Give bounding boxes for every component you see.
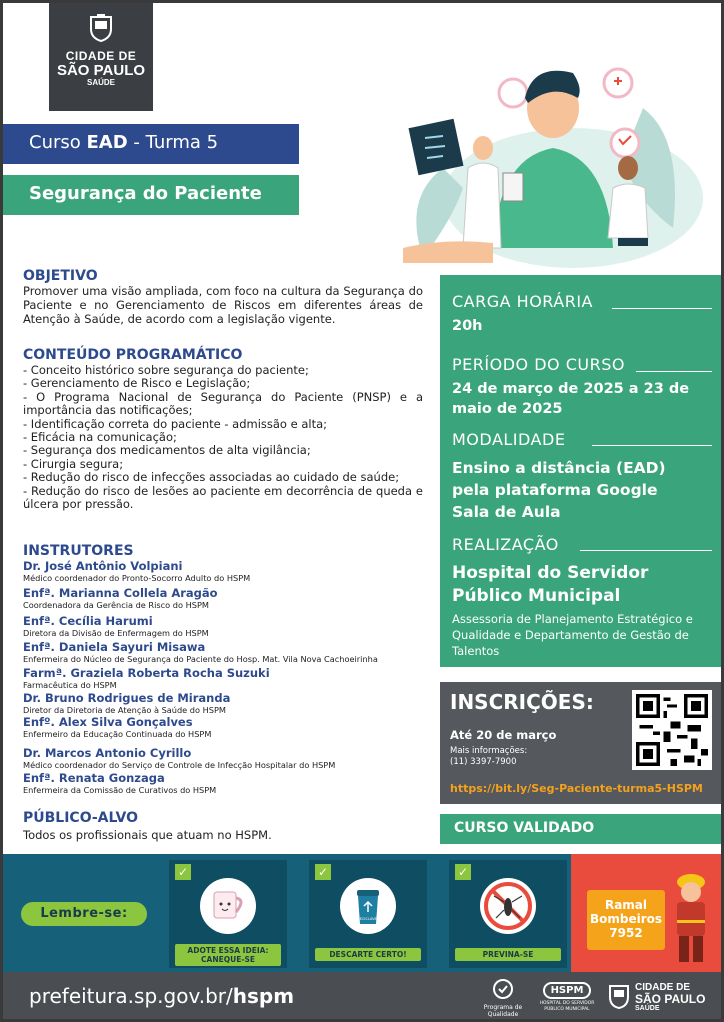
periodo-label: PERÍODO DO CURSO (452, 355, 625, 374)
conteudo-list (23, 364, 423, 511)
list-item: - Cirurgia segura; (23, 456, 124, 471)
mug-tile (169, 860, 287, 968)
logo-line-2: SÃO PAULO (56, 62, 146, 79)
logo-line-3: SAÚDE (86, 78, 115, 87)
publico-heading: PÚBLICO-ALVO (23, 810, 138, 826)
qr-code[interactable] (632, 690, 712, 770)
tile-caption: ADOTE ESSA IDEIA: CANEQUE-SE (175, 944, 281, 966)
instructor (23, 667, 433, 690)
contact-info (450, 746, 527, 768)
poster (3, 3, 721, 1019)
instructor (23, 615, 433, 638)
registration-box (440, 682, 721, 804)
carga-value: 20h (452, 318, 483, 334)
objetivo-text: Promover uma visão ampliada, com foco na cultura da Segurança do Paciente e no Gerenciamento de Riscos em diferentes áreas de Atenção à Saúde, de acordo com a legislação vigente. (23, 284, 423, 326)
instructor-name: Enfª. Renata Gonzaga (23, 771, 165, 785)
website-link[interactable] (29, 984, 294, 1008)
reminder-band (3, 854, 721, 972)
quality-icon (492, 978, 514, 1000)
instructor-role: Diretor da Diretoria de Atenção à Saúde do HSPM (23, 705, 226, 715)
instructor-name: Dr. Bruno Rodrigues de Miranda (23, 691, 231, 705)
instructor-name: Dr. José Antônio Volpiani (23, 559, 183, 573)
bin-tile (309, 860, 427, 968)
list-item: - Eficácia na comunicação; (23, 430, 177, 445)
page-title: Segurança do Paciente (3, 175, 299, 215)
tile-caption: PREVINA-SE (455, 948, 561, 961)
doctor-left (463, 163, 501, 248)
city-line-2: SÃO PAULO (635, 992, 706, 1006)
bin-label: RECICLÁVEL (357, 917, 379, 921)
instructor-name: Enfº. Alex Silva Gonçalves (23, 715, 193, 729)
periodo-value: 24 de março de 2025 a 23 de maio de 2025 (452, 381, 690, 417)
list-item: - Segurança dos medicamentos de alta vigilância; (23, 443, 311, 458)
instructor-role: Enfermeira do Núcleo de Segurança do Paciente do Hosp. Mat. Vila Nova Cachoeirinha (23, 654, 378, 664)
divider (612, 308, 712, 309)
mug-circle (200, 878, 256, 934)
lembre-se-label: Lembre-se: (21, 902, 147, 926)
mosquito-tile (449, 860, 567, 968)
instructor (23, 772, 433, 795)
more-label: Mais informações: (450, 746, 528, 756)
check-icon: ✓ (175, 864, 191, 880)
firefighter-icon (669, 870, 713, 966)
instructor-role: Diretora da Divisão de Enfermagem do HSPM (23, 628, 209, 638)
phone: (11) 3397-7900 (450, 757, 517, 767)
instructor-name: Enfª. Cecília Harumi (23, 614, 153, 628)
city-line-3: SAÚDE (635, 1005, 660, 1012)
doctor-right (608, 184, 648, 238)
sp-saude-logo (49, 3, 153, 111)
instructor-role: Enfermeira da Comissão de Curativos do HSPM (23, 785, 217, 795)
recycle-bin-icon (340, 878, 396, 934)
list-item: - Gerenciamento de Risco e Legislação; (23, 376, 251, 391)
logo-line-1: CIDADE DE (65, 49, 137, 63)
list-item: - O Programa Nacional de Segurança do Paciente (PNSP) e a importância das notificações; (23, 389, 423, 418)
realizacao-sub: Assessoria de Planejamento Estratégico e Qualidade e Departamento de Gestão de Talentos (452, 612, 693, 658)
objetivo-heading: OBJETIVO (23, 268, 98, 284)
ramal-line-3: 7952 (609, 926, 643, 940)
qualidade-text: Programa de Qualidade (483, 1004, 523, 1018)
list-item: - Redução do risco de lesões ao paciente em decorrência de queda e úlcera por pressão. (23, 483, 423, 512)
no-mosquito-icon (480, 878, 536, 934)
tile-caption: DESCARTE CERTO! (315, 948, 421, 961)
footer (3, 972, 721, 1019)
instrutores-heading: INSTRUTORES (23, 543, 134, 559)
divider (580, 550, 712, 551)
ramal-line-1: Ramal (604, 898, 648, 912)
course-prefix: Curso (29, 132, 87, 153)
hspm-mark: HSPM (543, 982, 592, 999)
instructor-role: Médico coordenador do Pronto-Socorro Adulto do HSPM (23, 573, 251, 583)
ramal-bombeiros (587, 890, 665, 950)
city-text (635, 982, 715, 1013)
modalidade-value: Ensino a distância (EAD) pela plataforma Google Sala de Aula (452, 459, 666, 521)
course-info-panel (440, 275, 721, 667)
city-line-1: CIDADE DE (635, 982, 691, 993)
instructor (23, 560, 433, 583)
qualidade-logo (475, 978, 531, 1018)
hspm-logo (537, 978, 597, 1013)
site-prefix: prefeitura.sp.gov.br/ (29, 984, 233, 1008)
carga-label: CARGA HORÁRIA (452, 292, 593, 311)
instructor-role: Coordenadora da Gerência de Risco do HSPM (23, 600, 209, 610)
check-icon: ✓ (455, 864, 471, 880)
course-ead: EAD (86, 132, 128, 153)
mosquito-circle (480, 878, 536, 934)
city-crest-icon (86, 13, 116, 43)
instructor (23, 587, 433, 610)
realizacao-label: REALIZAÇÃO (452, 535, 559, 554)
pill-bubble-icon (499, 79, 527, 107)
hspm-sub: HOSPITAL DO SERVIDOR PÚBLICO MUNICIPAL (539, 1001, 595, 1012)
instructor (23, 716, 433, 739)
conteudo-heading: CONTEÚDO PROGRAMÁTICO (23, 347, 243, 363)
bin-circle (340, 878, 396, 934)
realizacao-value: Hospital do Servidor Público Municipal (452, 563, 649, 606)
instructor-name: Farmª. Graziela Roberta Rocha Suzuki (23, 666, 270, 680)
medical-illustration (383, 48, 713, 278)
qr-code-icon (636, 694, 708, 766)
instructor-role: Médico coordenador do Serviço de Controle de Infecção Hospitalar do HSPM (23, 760, 336, 770)
check-icon: ✓ (315, 864, 331, 880)
modalidade-label: MODALIDADE (452, 430, 566, 449)
ramal-line-2: Bombeiros (589, 912, 663, 926)
publico-text: Todos os profissionais que atuam no HSPM. (23, 828, 272, 842)
instructor-role: Enfermeiro da Educação Continuada do HSPM (23, 729, 212, 739)
curso-validado-badge: CURSO VALIDADO (440, 814, 721, 844)
instructor (23, 692, 433, 715)
instructor (23, 641, 433, 664)
list-item: - Conceito histórico sobre segurança do paciente; (23, 363, 309, 377)
city-crest-icon (607, 982, 631, 1010)
divider (592, 445, 712, 446)
list-item: - Identificação correta do paciente - admissão e alta; (23, 416, 328, 431)
inscricoes-heading: INSCRIÇÕES: (450, 690, 594, 714)
firefighter-panel (571, 854, 721, 972)
instructor (23, 747, 433, 770)
course-suffix: - Turma 5 (127, 132, 219, 153)
instructor-name: Enfª. Daniela Sayuri Misawa (23, 640, 206, 654)
divider (636, 371, 712, 372)
deadline: Até 20 de março (450, 728, 557, 742)
instructor-name: Dr. Marcos Antonio Cyrillo (23, 746, 192, 760)
mug-icon (200, 878, 256, 934)
course-banner (3, 124, 299, 164)
list-item: - Redução do risco de infecções associadas ao cuidado de saúde; (23, 470, 400, 485)
instructor-role: Farmacêutica do HSPM (23, 680, 117, 690)
registration-link[interactable]: https://bit.ly/Seg-Paciente-turma5-HSPM (450, 782, 703, 795)
instructor-name: Enfª. Marianna Collela Aragão (23, 586, 218, 600)
site-bold: hspm (232, 984, 295, 1008)
